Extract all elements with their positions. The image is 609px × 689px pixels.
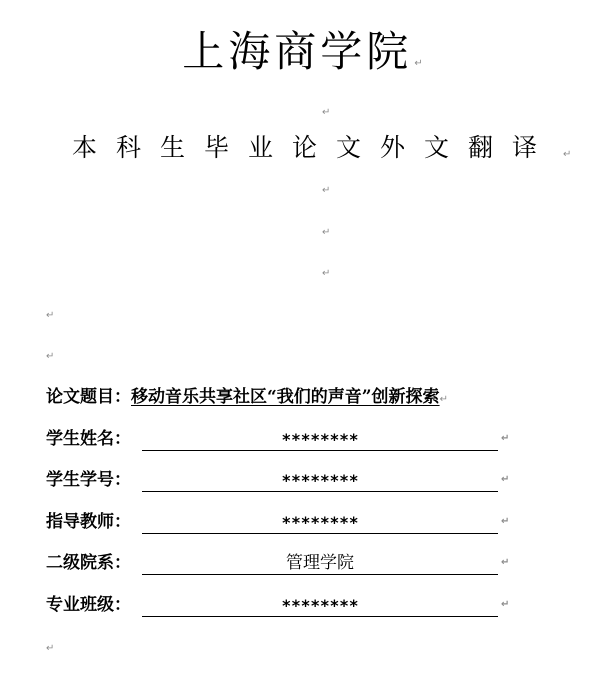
paragraph-mark-icon: ↵ [501,433,510,444]
paragraph-mark-icon: ↵ [322,107,331,118]
institution-name: 上海商学院 [182,27,413,76]
paragraph-mark-icon: ↵ [322,268,331,279]
paragraph-mark-icon: ↵ [46,643,55,654]
thesis-title-value: 移动音乐共享社区“我们的声音”创新探索 [131,387,440,407]
paragraph-mark-icon: ↵ [322,185,331,196]
subtitle-char: 文 [423,133,449,162]
subtitle-char: 科 [115,133,141,162]
institution-title [0,26,609,78]
info-row-student-id [46,467,516,493]
paragraph-mark-icon: ↵ [439,394,448,405]
paragraph-mark-icon: ↵ [563,149,572,160]
subtitle-char: 本 [71,133,97,162]
field-value: ******** [142,467,498,492]
subtitle-char: 生 [159,133,185,162]
subtitle-char: 译 [511,133,537,162]
subtitle-char: 翻 [467,133,493,162]
subtitle-char: 业 [247,133,273,162]
subtitle-char: 外 [379,133,405,162]
thesis-title-label: 论文题目： [46,387,131,407]
subtitle-char: 毕 [203,133,229,162]
field-value: 管理学院 [142,550,498,575]
paragraph-mark-icon: ↵ [501,474,510,485]
thesis-title-line [46,384,448,410]
paragraph-mark-icon: ↵ [501,599,510,610]
paragraph-mark-icon: ↵ [46,351,55,362]
info-row-department [46,550,516,576]
subtitle-char: 文 [335,133,361,162]
paragraph-mark-icon: ↵ [501,557,510,568]
field-value: ******** [142,509,498,534]
info-row-major-class [46,592,516,618]
info-row-student-name [46,426,516,452]
subtitle-char: 论 [291,133,317,162]
info-row-advisor [46,509,516,535]
paragraph-mark-icon: ↵ [46,310,55,321]
paragraph-mark-icon: ↵ [414,58,427,69]
paragraph-mark-icon: ↵ [322,227,331,238]
field-value: ******** [142,426,498,451]
field-label: 学生姓名： [46,429,131,449]
field-label: 学生学号： [46,470,131,490]
field-label: 专业班级： [46,595,131,615]
field-label: 指导教师： [46,512,131,532]
field-label: 二级院系： [46,553,131,573]
field-value: ******** [142,592,498,617]
document-subtitle [0,132,609,164]
paragraph-mark-icon: ↵ [501,516,510,527]
